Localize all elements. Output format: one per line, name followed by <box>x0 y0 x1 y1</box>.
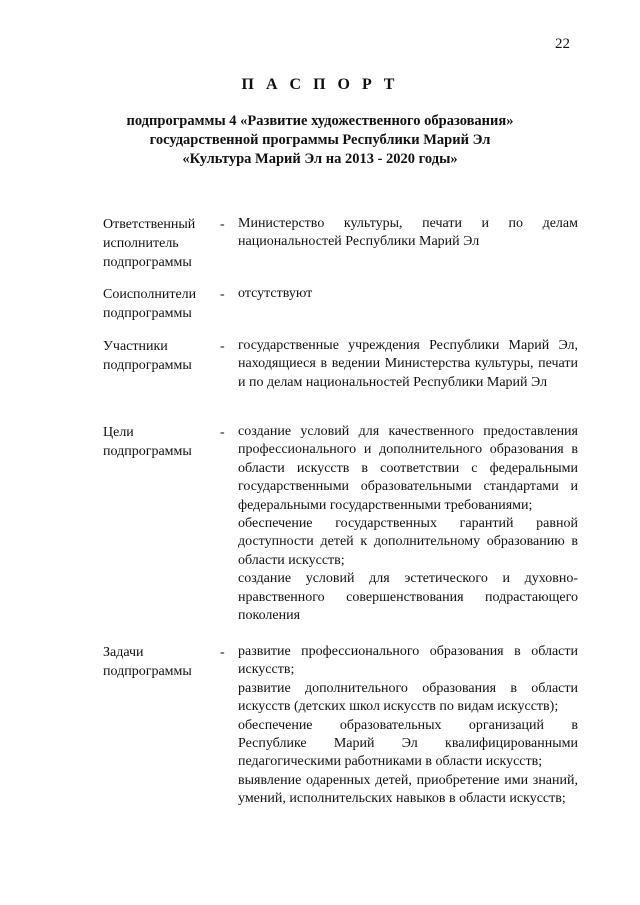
row-content <box>238 423 578 625</box>
subtitle-line: подпрограммы 4 «Развитие художественного образования» <box>126 113 514 129</box>
row-label-line: подпрограммы <box>103 255 192 270</box>
row-paragraph: выявление одаренных детей, приобретение ими знаний, умений, исполнительских навыков в области искусств; <box>238 772 578 807</box>
row-label-line: подпрограммы <box>103 664 192 679</box>
row-label <box>103 643 221 681</box>
row-dash: - <box>220 287 225 302</box>
row-content <box>238 337 578 392</box>
row-label-line: Соисполнители <box>103 287 197 302</box>
row-label-line: Задачи <box>103 645 144 660</box>
row-dash: - <box>220 217 225 232</box>
row-dash: - <box>220 645 225 660</box>
row-label-line: Цели <box>103 425 134 440</box>
row-paragraph: государственные учреждения Республики Марий Эл, находящиеся в ведении Министерства культуры, печати и по делам национальностей Республики Марий Эл <box>238 338 578 390</box>
row-paragraph: обеспечение образовательных организаций в Республике Марий Эл квалифицированными педагогическими работниками в области искусств; <box>238 717 578 770</box>
row-paragraph: отсутствуют <box>238 286 313 301</box>
row-dash: - <box>220 425 225 440</box>
subtitle-line: государственной программы Республики Марий Эл <box>149 132 491 148</box>
row-label-line: Участники <box>103 339 168 354</box>
row-label-line: подпрограммы <box>103 306 192 321</box>
row-label <box>103 337 221 375</box>
row-paragraph: развитие профессионального образования в области искусств; <box>238 644 578 678</box>
row-content <box>238 285 578 303</box>
row-label <box>103 285 221 323</box>
page-number: 22 <box>555 36 570 52</box>
row-label-line: Ответственный <box>103 217 196 232</box>
row-label-line: подпрограммы <box>103 358 192 373</box>
row-paragraph: развитие дополнительного образования в области искусств (детских школ искусств по видам искусств); <box>238 680 578 715</box>
row-label-line: исполнитель <box>103 236 179 251</box>
row-label-line: подпрограммы <box>103 444 192 459</box>
row-paragraph: создание условий для качественного предоставления профессионального и дополнительного образования в области искусств в соответствии с федеральными государственными образовательными стандартами и федеральными государственными требованиями; <box>238 424 578 513</box>
row-label <box>103 215 221 272</box>
row-paragraph: Министерство культуры, печати и по делам национальностей Республики Марий Эл <box>238 216 578 250</box>
row-content <box>238 643 578 809</box>
row-paragraph: создание условий для эстетического и духовно-нравственного совершенствования подрастающего поколения <box>238 571 578 624</box>
document-title: П А С П О Р Т <box>241 76 399 93</box>
document-subtitle <box>0 112 640 169</box>
row-content <box>238 215 578 252</box>
row-paragraph: обеспечение государственных гарантий равной доступности детей к дополнительному образованию в области искусств; <box>238 516 578 568</box>
subtitle-line: «Культура Марий Эл на 2013 - 2020 годы» <box>182 151 458 167</box>
row-dash: - <box>220 339 225 354</box>
row-label <box>103 423 221 461</box>
